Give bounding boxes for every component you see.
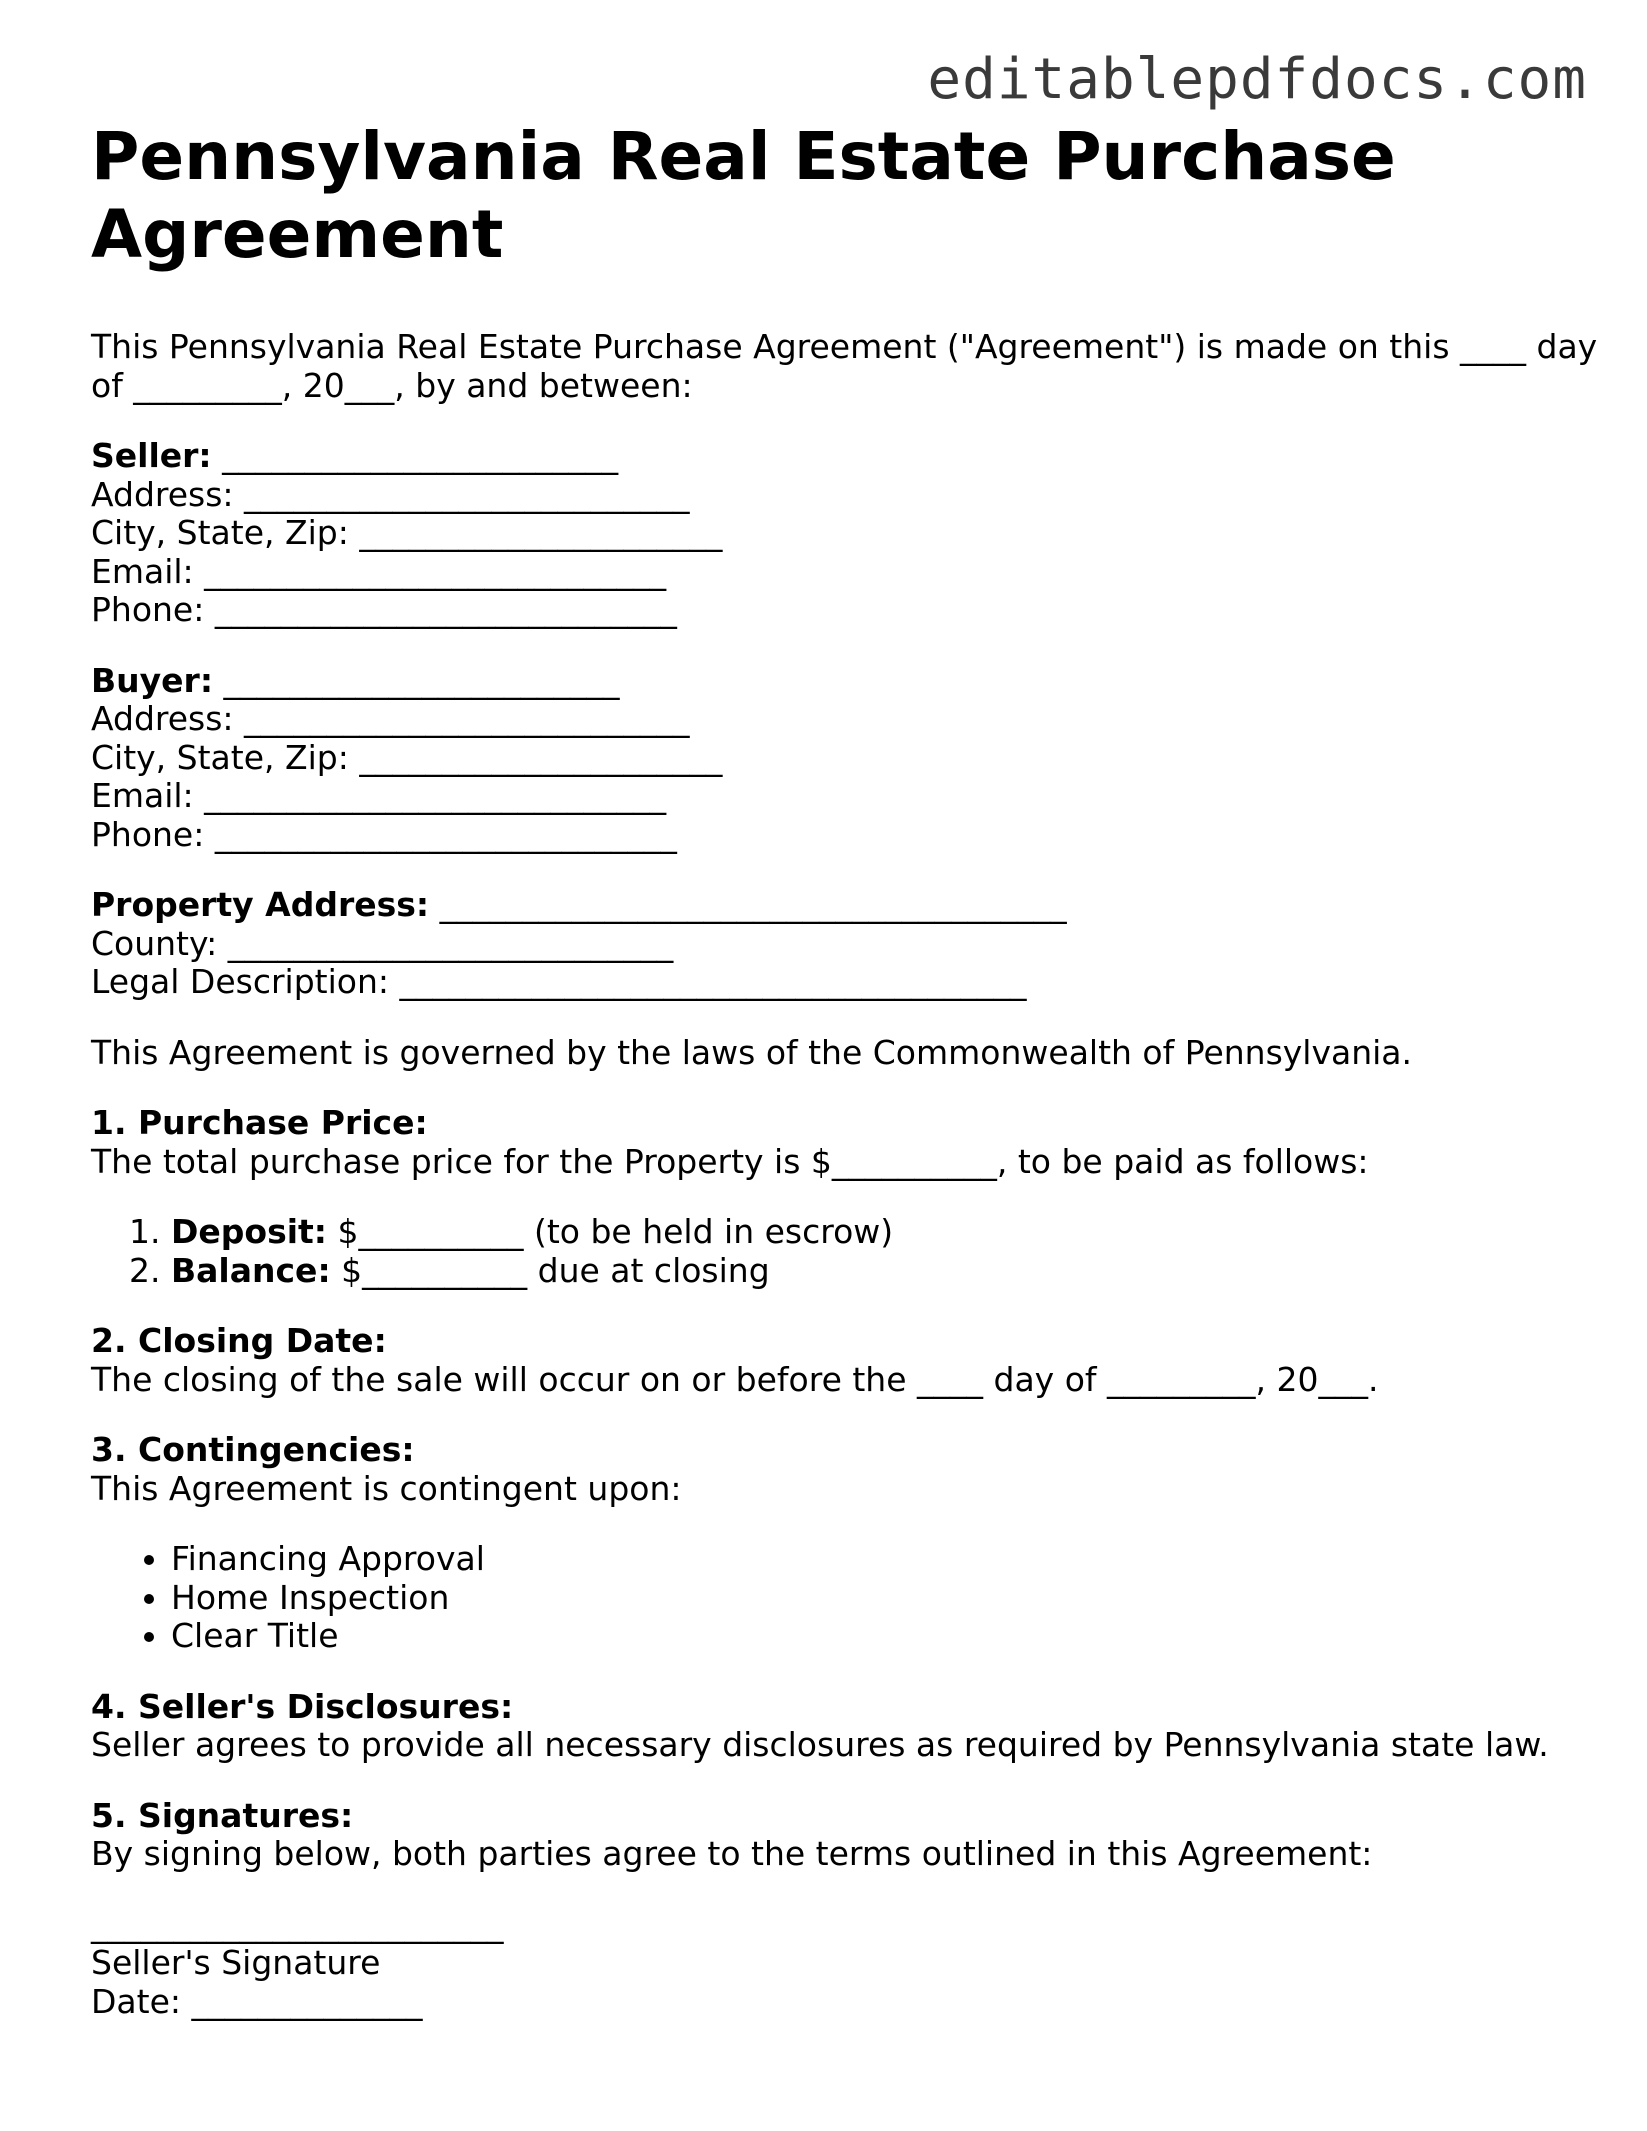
disclosures-text: Seller agrees to provide all necessary disclosures as required by Pennsylvania state law. bbox=[91, 1725, 1549, 1764]
signatures-text: By signing below, both parties agree to the terms outlined in this Agreement: bbox=[91, 1834, 1373, 1873]
seller-signature-label: Seller's Signature bbox=[91, 1943, 381, 1982]
property-address-row bbox=[91, 886, 1581, 925]
deposit-field[interactable]: $__________ (to be held in escrow) bbox=[327, 1212, 894, 1251]
seller-name-row bbox=[91, 437, 1581, 476]
signature-date-field[interactable]: Date: ______________ bbox=[91, 1981, 423, 2021]
deposit-label: Deposit: bbox=[171, 1212, 327, 1251]
seller-email-field[interactable]: Email: ____________________________ bbox=[91, 551, 667, 591]
contingencies-heading: 3. Contingencies: bbox=[91, 1430, 415, 1469]
buyer-address-field[interactable]: Address: ___________________________ bbox=[91, 699, 690, 738]
list-item: • Financing Approval bbox=[171, 1540, 1581, 1579]
list-item: • Clear Title bbox=[171, 1617, 1581, 1656]
seller-block bbox=[91, 437, 1581, 630]
signatures-heading: 5. Signatures: bbox=[91, 1795, 354, 1835]
property-label: Property Address: bbox=[91, 885, 430, 924]
contingencies-list bbox=[91, 1540, 1581, 1656]
balance-label: Balance: bbox=[171, 1250, 331, 1290]
closing-date-text[interactable]: The closing of the sale will occur on or before the ____ day of _________, 20___. bbox=[91, 1359, 1379, 1399]
seller-address-field[interactable]: Address: ___________________________ bbox=[91, 474, 690, 514]
seller-city-field[interactable]: City, State, Zip: ______________________ bbox=[91, 513, 723, 552]
buyer-phone-field[interactable]: Phone: ____________________________ bbox=[91, 814, 677, 854]
property-address-field[interactable]: ______________________________________ bbox=[429, 885, 1067, 924]
purchase-price-section bbox=[91, 1104, 1581, 1181]
document-title: Pennsylvania Real Estate Purchase Agreement bbox=[91, 118, 1396, 273]
list-item bbox=[171, 1213, 1581, 1252]
balance-field[interactable]: $__________ due at closing bbox=[330, 1250, 770, 1290]
seller-name-field[interactable]: ________________________ bbox=[211, 436, 619, 475]
disclosures-heading: 4. Seller's Disclosures: bbox=[91, 1686, 514, 1726]
county-field[interactable]: County: ___________________________ bbox=[91, 923, 674, 963]
list-item bbox=[171, 1252, 1581, 1291]
legal-description-field[interactable]: Legal Description: ______________________________________ bbox=[91, 962, 1027, 1001]
contingencies-section bbox=[91, 1431, 1581, 1508]
list-item: • Home Inspection bbox=[171, 1579, 1581, 1618]
buyer-name-field[interactable]: ________________________ bbox=[213, 660, 620, 700]
contingencies-text: This Agreement is contingent upon: bbox=[91, 1468, 682, 1508]
seller-label: Seller: bbox=[91, 436, 212, 475]
document-page bbox=[91, 118, 1598, 2021]
governing-law: This Agreement is governed by the laws of the Commonwealth of Pennsylvania. bbox=[91, 1032, 1413, 1072]
intro-paragraph bbox=[91, 327, 1598, 405]
buyer-city-field[interactable]: City, State, Zip: ______________________ bbox=[91, 737, 723, 777]
buyer-email-field[interactable]: Email: ____________________________ bbox=[91, 776, 667, 815]
intro-line-1: This Pennsylvania Real Estate Purchase Agreement ("Agreement") is made on this ____ day bbox=[91, 327, 1598, 366]
watermark: editablepdfdocs.com bbox=[927, 47, 1587, 112]
buyer-label: Buyer: bbox=[91, 660, 214, 700]
property-block bbox=[91, 886, 1581, 1002]
seller-phone-field[interactable]: Phone: ____________________________ bbox=[91, 590, 677, 629]
purchase-price-text[interactable]: The total purchase price for the Property is $__________, to be paid as follows: bbox=[91, 1141, 1369, 1181]
buyer-block bbox=[91, 662, 1581, 855]
payment-list bbox=[91, 1213, 1581, 1290]
purchase-price-heading: 1. Purchase Price: bbox=[91, 1103, 428, 1142]
closing-date-section bbox=[91, 1322, 1581, 1399]
closing-date-heading: 2. Closing Date: bbox=[91, 1321, 387, 1360]
intro-line-2: of _________, 20___, by and between: bbox=[91, 365, 693, 405]
disclosures-section bbox=[91, 1688, 1581, 1765]
signatures-section bbox=[91, 1797, 1581, 2022]
seller-signature-line[interactable]: _________________________ bbox=[91, 1904, 504, 1944]
buyer-name-row bbox=[91, 662, 1581, 701]
